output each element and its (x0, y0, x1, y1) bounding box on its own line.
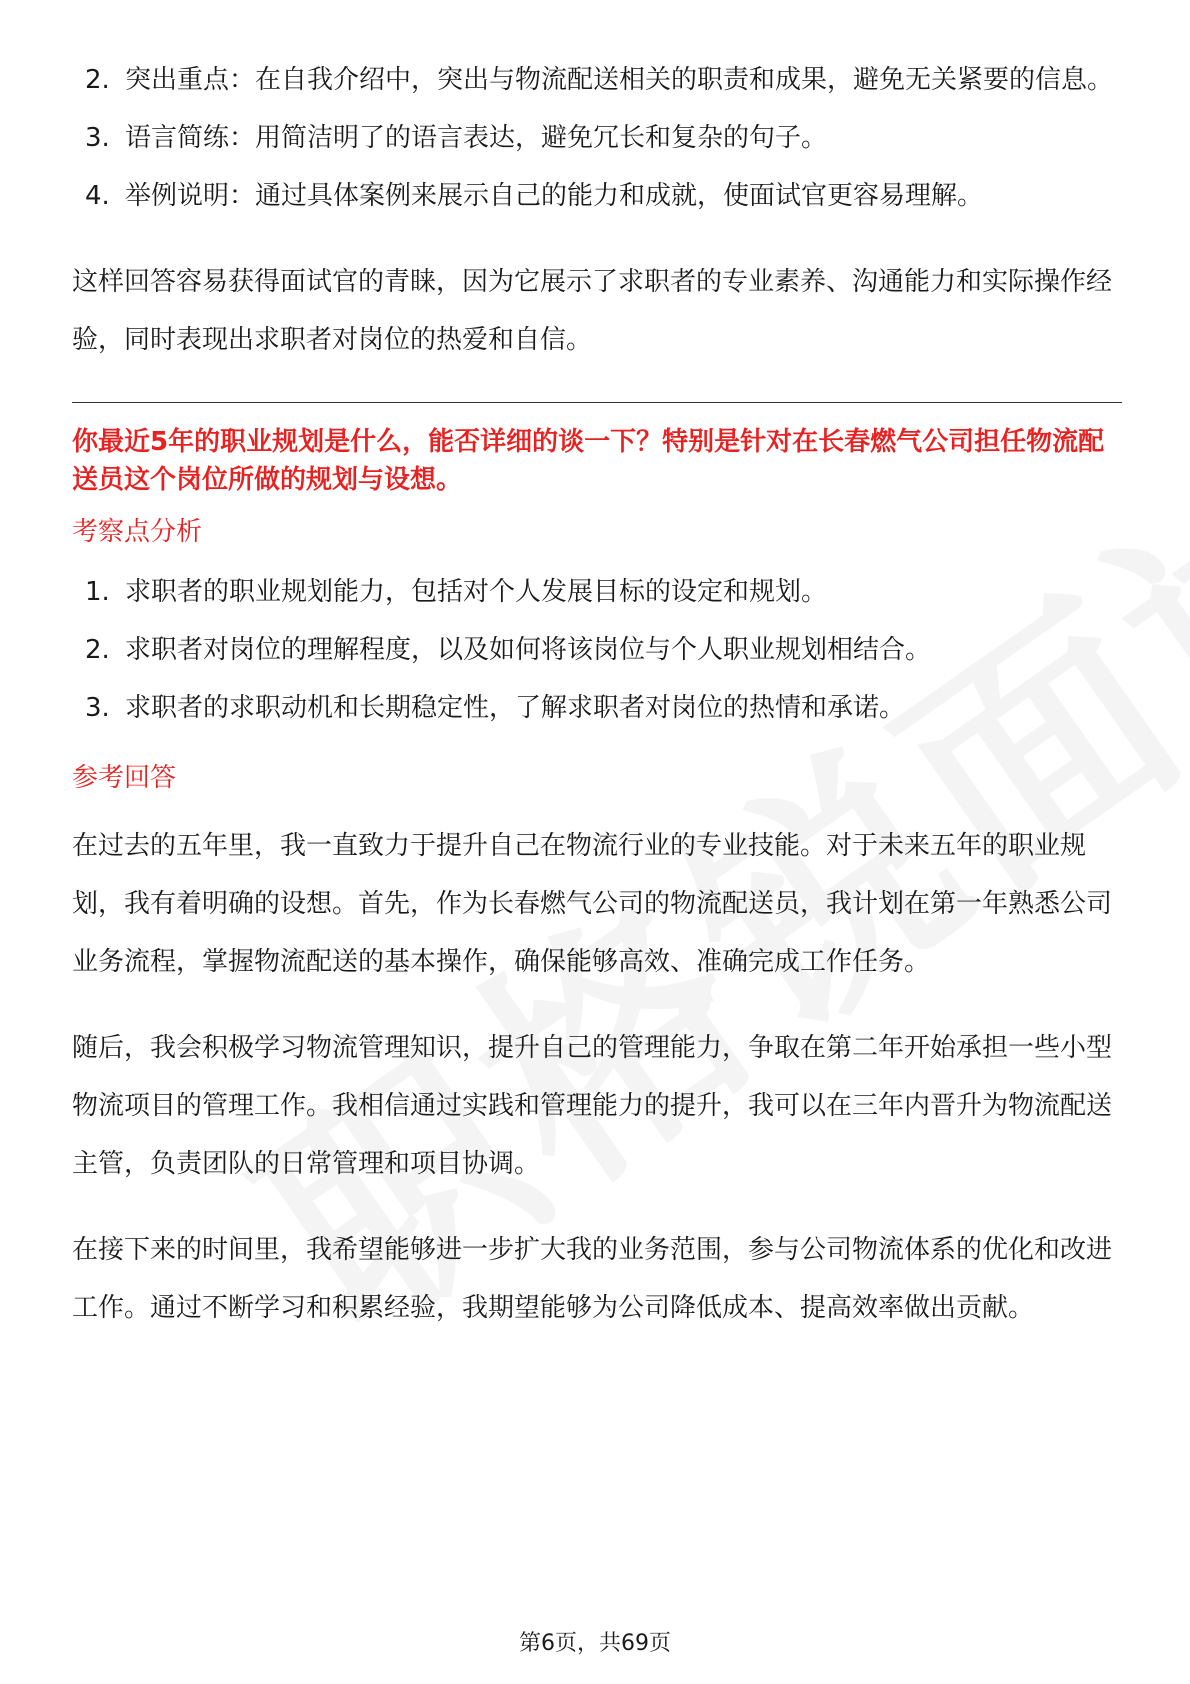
list-number: 2. (85, 635, 110, 665)
answer-paragraph: 在接下来的时间里，我希望能够进一步扩大我的业务范围，参与公司物流体系的优化和改进工作。通过不断学习和积累经验，我期望能够为公司降低成本、提高效率做出贡献。 (72, 1235, 1113, 1323)
list-number: 1. (85, 577, 110, 607)
list-item (72, 109, 1122, 167)
list-number: 3. (85, 693, 110, 723)
list-text: 举例说明：通过具体案例来展示自己的能力和成就，使面试官更容易理解。 (125, 181, 984, 211)
list-text: 求职者的求职动机和长期稳定性，了解求职者对岗位的热情和承诺。 (125, 693, 906, 723)
question-heading: 你最近5年的职业规划是什么，能否详细的谈一下？特别是针对在长春燃气公司担任物流配送员这个岗位所做的规划与设想。 (72, 427, 1105, 495)
analysis-list (72, 563, 1122, 737)
answer-paragraph: 随后，我会积极学习物流管理知识，提升自己的管理能力，争取在第二年开始承担一些小型物流项目的管理工作。我相信通过实践和管理能力的提升，我可以在三年内晋升为物流配送主管，负责团队的日常管理和项目协调。 (72, 1033, 1113, 1179)
page-number: 第6页，共69页 (519, 1631, 671, 1656)
tips-list (72, 51, 1122, 225)
answer-paragraph: 在过去的五年里，我一直致力于提升自己在物流行业的专业技能。对于未来五年的职业规划，我有着明确的设想。首先，作为长春燃气公司的物流配送员，我计划在第一年熟悉公司业务流程，掌握物流配送的基本操作，确保能够高效、准确完成工作任务。 (72, 831, 1113, 977)
list-text: 突出重点：在自我介绍中，突出与物流配送相关的职责和成果，避免无关紧要的信息。 (125, 65, 1114, 95)
document-page (72, 51, 1122, 1337)
summary-paragraph: 这样回答容易获得面试官的青睐，因为它展示了求职者的专业素养、沟通能力和实际操作经验，同时表现出求职者对岗位的热爱和自信。 (72, 267, 1113, 355)
list-number: 3. (85, 123, 110, 153)
list-item (72, 621, 1122, 679)
section-divider (72, 402, 1122, 403)
list-text: 语言简练：用简洁明了的语言表达，避免冗长和复杂的句子。 (125, 123, 828, 153)
list-text: 求职者对岗位的理解程度，以及如何将该岗位与个人职业规划相结合。 (125, 635, 932, 665)
list-number: 4. (85, 181, 110, 211)
analysis-heading: 考察点分析 (72, 517, 203, 547)
list-item (72, 679, 1122, 737)
answer-heading: 参考回答 (72, 763, 177, 793)
list-text: 求职者的职业规划能力，包括对个人发展目标的设定和规划。 (125, 577, 828, 607)
list-item (72, 51, 1122, 109)
list-number: 2. (85, 65, 110, 95)
list-item (72, 167, 1122, 225)
list-item (72, 563, 1122, 621)
